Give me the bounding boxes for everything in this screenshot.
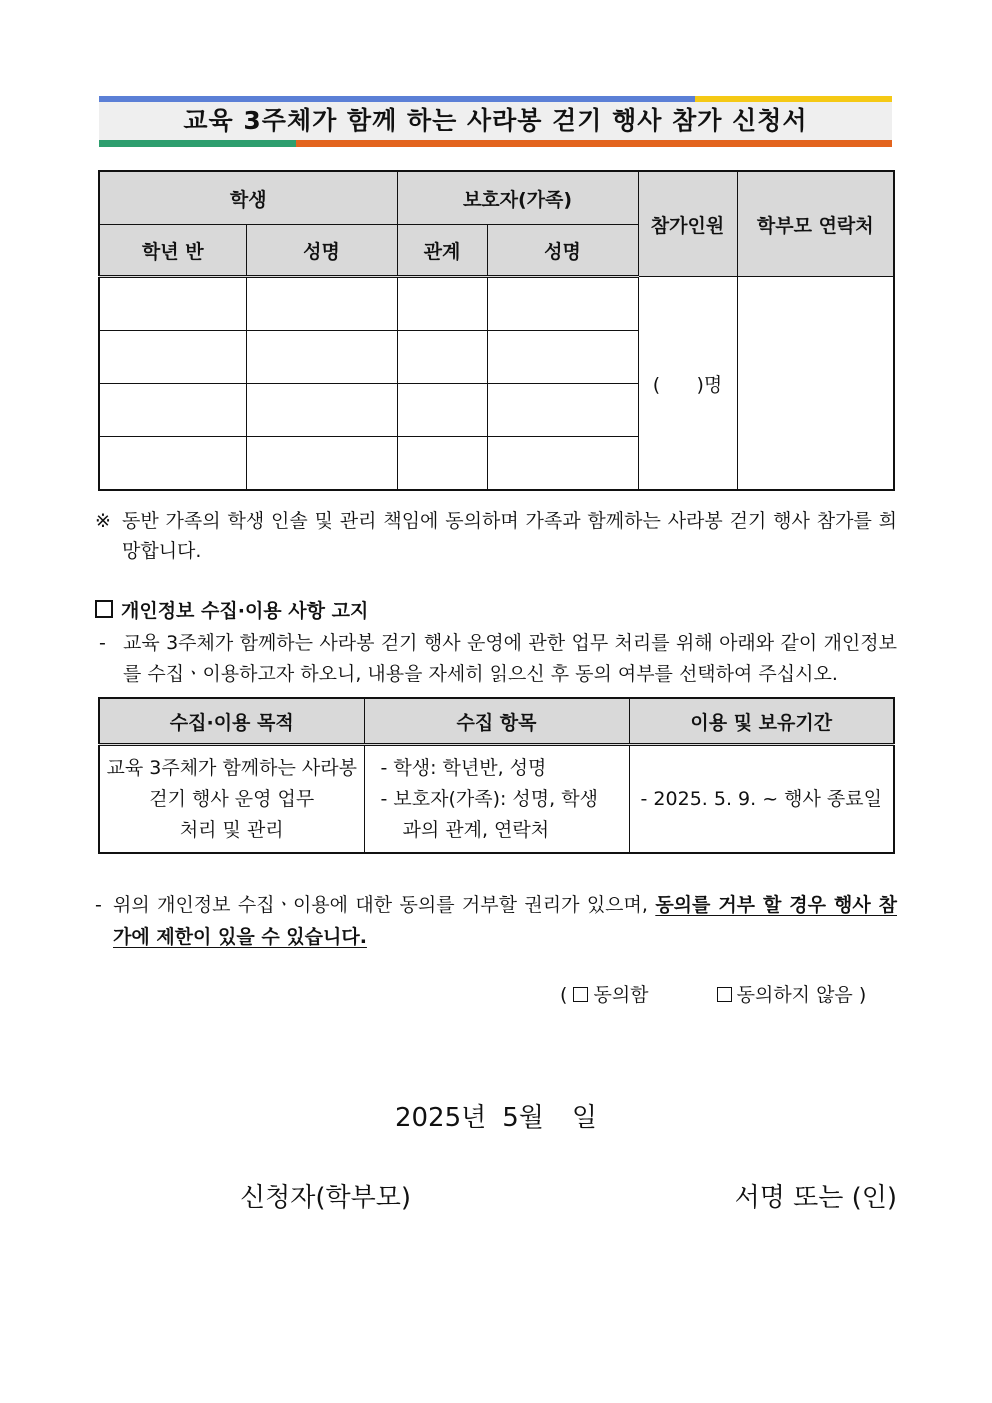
header-participants: 참가인원 <box>638 171 737 277</box>
grade-class-cell[interactable] <box>99 384 246 437</box>
relation-cell[interactable] <box>397 437 487 491</box>
student-name-cell[interactable] <box>246 277 397 331</box>
header-guardian-name: 성명 <box>487 225 638 277</box>
student-name-cell[interactable] <box>246 331 397 384</box>
items-line: - 보호자(가족): 성명, 학생 <box>380 787 598 810</box>
header-student-name: 성명 <box>246 225 397 277</box>
purpose-cell <box>99 745 364 854</box>
parent-contact-cell[interactable] <box>737 277 894 491</box>
page-title: 교육 3주체가 함께 하는 사라봉 걷기 행사 참가 신청서 <box>183 106 808 135</box>
date-year: 2025년 <box>394 1103 487 1133</box>
agree-label: 동의함 <box>593 984 649 1006</box>
consent-open-paren: ( <box>560 984 568 1006</box>
date-day: 일 <box>571 1103 598 1133</box>
refuse-warning: 동의를 거부 할 경우 행사 참가에 제한이 있을 수 있습니다. <box>113 894 897 948</box>
guardian-name-cell[interactable] <box>487 331 638 384</box>
agree-checkbox[interactable] <box>573 987 588 1002</box>
items-cell <box>364 745 629 854</box>
application-date <box>0 1098 992 1138</box>
header-purpose: 수집·이용 목적 <box>99 698 364 745</box>
disagree-label: 동의하지 않음 <box>736 984 853 1006</box>
disagree-checkbox[interactable] <box>717 987 732 1002</box>
grade-class-cell[interactable] <box>99 331 246 384</box>
grade-class-cell[interactable] <box>99 277 246 331</box>
refuse-dash: - <box>95 894 102 916</box>
intro-dash: - <box>99 632 106 654</box>
items-line: 과의 관계, 연락처 <box>402 818 550 841</box>
privacy-heading-text: 개인정보 수집·이용 사항 고지 <box>121 600 369 622</box>
relation-cell[interactable] <box>397 384 487 437</box>
privacy-heading <box>95 597 368 625</box>
application-table <box>98 170 895 491</box>
purpose-line: 걷기 행사 운영 업무 <box>149 787 315 810</box>
header-guardian: 보호자(가족) <box>397 171 638 225</box>
date-month: 5월 <box>502 1103 544 1133</box>
header-period: 이용 및 보유기간 <box>629 698 894 745</box>
relation-cell[interactable] <box>397 277 487 331</box>
relation-cell[interactable] <box>397 331 487 384</box>
title-bottom-bar <box>99 140 892 147</box>
student-name-cell[interactable] <box>246 384 397 437</box>
items-line: - 학생: 학년반, 성명 <box>380 756 547 779</box>
header-grade-class: 학년 반 <box>99 225 246 277</box>
privacy-intro-text: 교육 3주체가 함께하는 사라봉 걷기 행사 운영에 관한 업무 처리를 위해 아래와 같이 개인정보를 수집ㆍ이용하고자 하오니, 내용을 자세히 읽으신 후 동의 여부를 선택하여 주십시오. <box>123 632 897 685</box>
grade-class-cell[interactable] <box>99 437 246 491</box>
purpose-line: 교육 3주체가 함께하는 사라봉 <box>106 756 357 779</box>
participant-count-cell[interactable]: ( )명 <box>638 277 737 491</box>
consent-options <box>560 980 897 1010</box>
note-text: 동반 가족의 학생 인솔 및 관리 책임에 동의하며 가족과 함께하는 사라봉 걷기 행사 참가를 희망합니다. <box>122 510 897 562</box>
consent-close-paren: ) <box>858 984 867 1006</box>
header-parent-contact: 학부모 연락처 <box>737 171 894 277</box>
guardian-name-cell[interactable] <box>487 277 638 331</box>
refuse-text: 위의 개인정보 수집ㆍ이용에 대한 동의를 거부할 권리가 있으며, <box>113 894 656 916</box>
period-cell: - 2025. 5. 9. ~ 행사 종료일 <box>629 745 894 854</box>
privacy-table <box>98 697 895 854</box>
applicant-label: 신청자(학부모) <box>240 1183 411 1213</box>
signature-label[interactable]: 서명 또는 (인) <box>734 1183 897 1213</box>
header-student: 학생 <box>99 171 397 225</box>
header-items: 수집 항목 <box>364 698 629 745</box>
note-mark: ※ <box>95 510 111 532</box>
student-name-cell[interactable] <box>246 437 397 491</box>
square-bullet-icon <box>95 600 113 618</box>
purpose-line: 처리 및 관리 <box>179 818 284 841</box>
guardian-name-cell[interactable] <box>487 384 638 437</box>
guardian-name-cell[interactable] <box>487 437 638 491</box>
refuse-text-block <box>113 889 897 953</box>
header-relation: 관계 <box>397 225 487 277</box>
